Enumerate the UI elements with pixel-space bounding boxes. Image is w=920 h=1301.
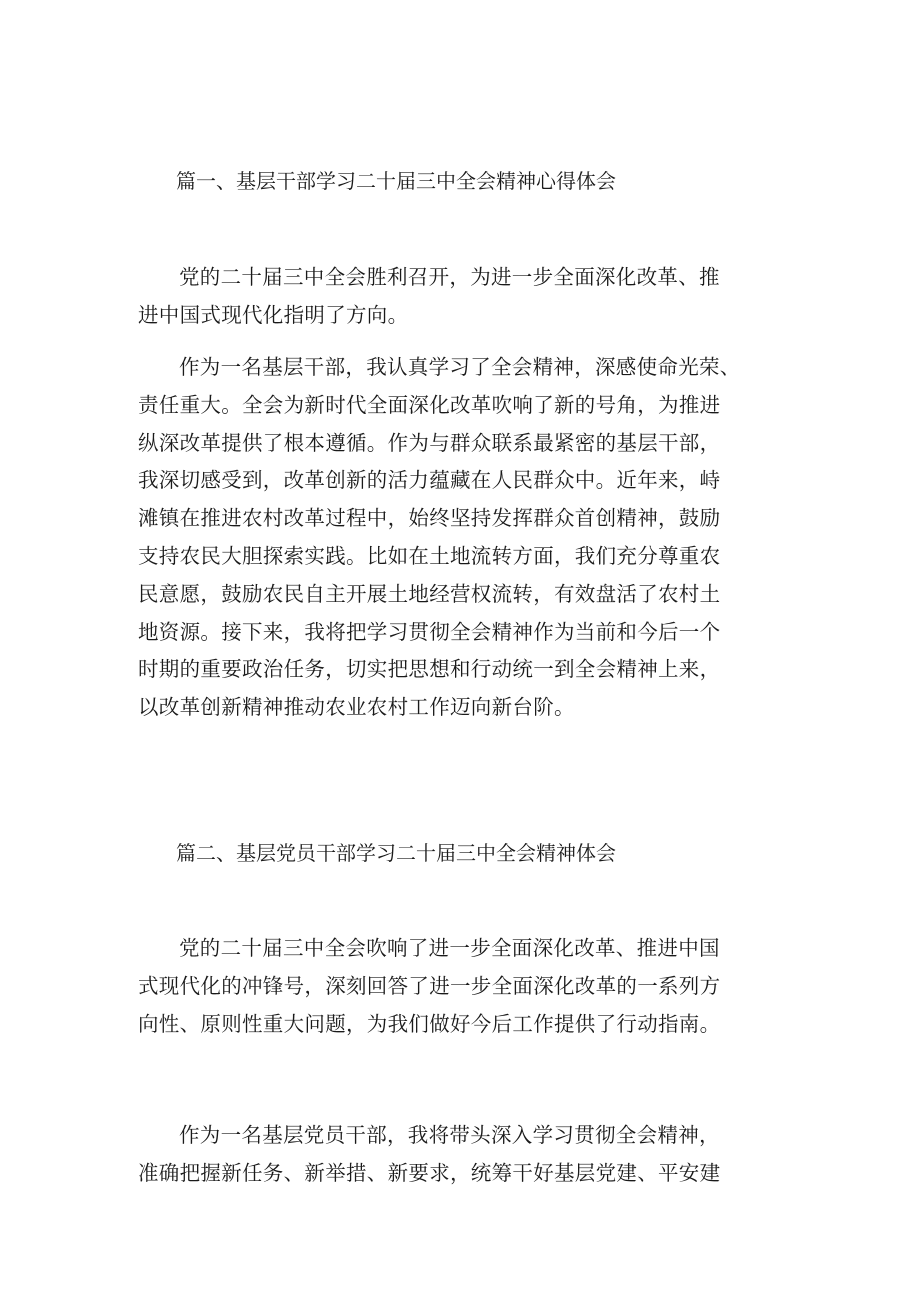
paragraph-1-2: [138, 349, 798, 727]
text-line: 民意愿，鼓励农民自主开展土地经营权流转，有效盘活了农村土: [138, 581, 721, 606]
paragraph-2-1: [138, 930, 798, 1043]
section-title-2: 篇二、基层党员干部学习二十届三中全会精神体会: [176, 841, 616, 865]
text-line: 支持农民大胆探索实践。比如在土地流转方面，我们充分尊重农: [138, 543, 721, 568]
paragraph-1-1: [138, 259, 798, 335]
text-line: 我深切感受到，改革创新的活力蕴藏在人民群众中。近年来，峙: [138, 468, 721, 493]
text-line: 滩镇在推进农村改革过程中，始终坚持发挥群众首创精神，鼓励: [138, 506, 721, 531]
paragraph-2-2: [138, 1117, 798, 1193]
text-line: 责任重大。全会为新时代全面深化改革吹响了新的号角，为推进: [138, 392, 721, 417]
text-line: 向性、原则性重大问题，为我们做好今后工作提供了行动指南。: [138, 1011, 721, 1036]
text-line: 纵深改革提供了根本遵循。作为与群众联系最紧密的基层干部，: [138, 430, 721, 455]
text-line: 以改革创新精神推动农业农村工作迈向新台阶。: [138, 695, 575, 720]
text-line: 进中国式现代化指明了方向。: [138, 302, 409, 327]
text-line: 时期的重要政治任务，切实把思想和行动统一到全会精神上来，: [138, 657, 721, 682]
text-line: 准确把握新任务、新举措、新要求，统筹干好基层党建、平安建: [138, 1160, 721, 1185]
text-line: 作为一名基层干部，我认真学习了全会精神，深感使命光荣、: [179, 355, 741, 379]
text-line: 党的二十届三中全会胜利召开，为进一步全面深化改革、推: [179, 265, 720, 289]
section-title-1: 篇一、基层干部学习二十届三中全会精神心得体会: [176, 169, 616, 193]
text-line: 地资源。接下来，我将把学习贯彻全会精神作为当前和今后一个: [138, 619, 721, 644]
text-line: 式现代化的冲锋号，深刻回答了进一步全面深化改革的一系列方: [138, 973, 721, 998]
text-line: 作为一名基层党员干部，我将带头深入学习贯彻全会精神，: [179, 1123, 720, 1147]
text-line: 党的二十届三中全会吹响了进一步全面深化改革、推进中国: [179, 936, 720, 960]
